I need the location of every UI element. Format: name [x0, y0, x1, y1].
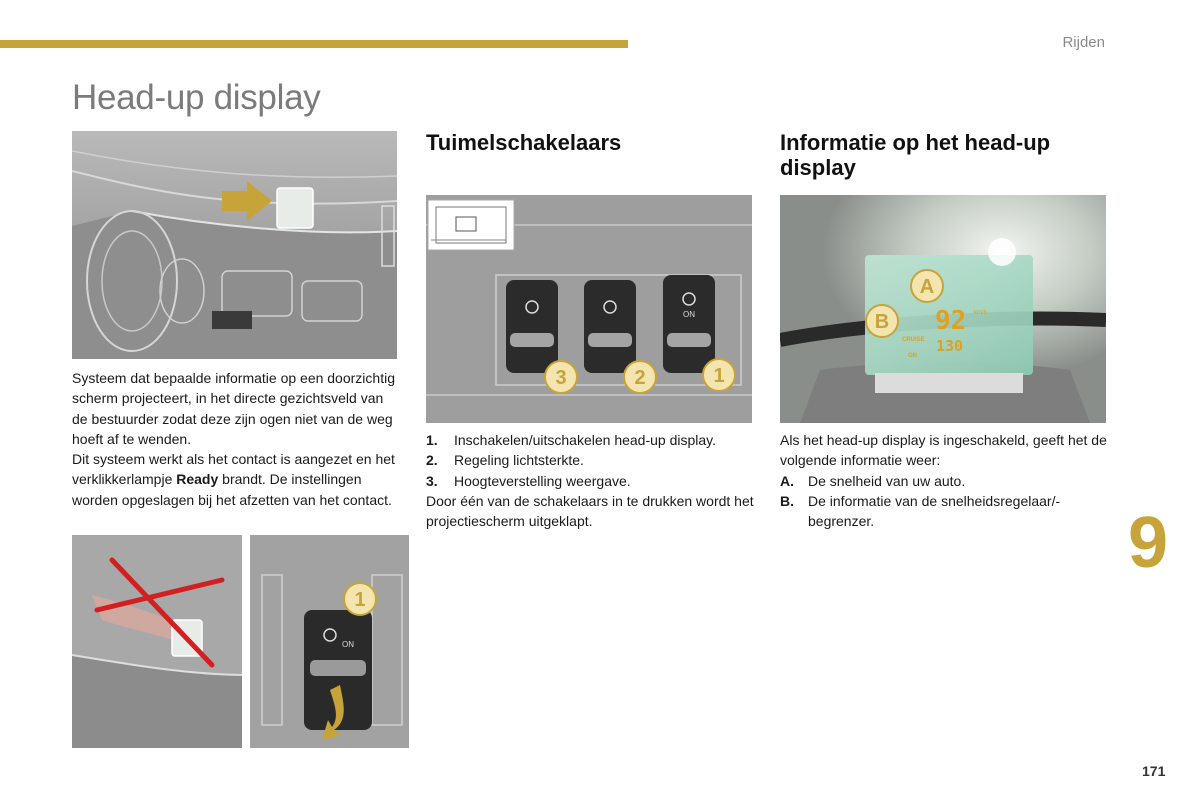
hud-label-a: A	[919, 276, 935, 298]
list-item	[426, 430, 756, 450]
switches-list	[426, 430, 756, 491]
callout-1: 1	[713, 365, 725, 387]
list-item-number: 3.	[426, 472, 438, 489]
intro-paragraph-2-post: brandt. De instellingen worden opgeslagen bij het afzetten van het contact.	[72, 471, 392, 508]
hud-illustration	[780, 195, 1106, 423]
list-item-text: Hoogteverstelling weergave.	[454, 472, 631, 489]
list-item	[426, 450, 756, 470]
ready-label: Ready	[176, 471, 219, 488]
switches-note: Door één van de schakelaars in te drukken wordt het projectiescherm uitgeklapt.	[426, 492, 754, 530]
section-name: Rijden	[1062, 34, 1105, 51]
list-item-text: De snelheid van uw auto.	[808, 472, 966, 489]
callout-3: 3	[555, 367, 567, 389]
dashboard-illustration	[72, 131, 397, 359]
hud-speed-unit: km/h	[974, 310, 988, 316]
hud-cruise-label: CRUISE	[902, 337, 925, 343]
hud-info-text	[780, 430, 1115, 531]
fold-illustration	[72, 535, 409, 748]
switch-1-on-label: ON	[683, 310, 695, 319]
switch-3	[506, 280, 558, 373]
intro-paragraph-1: Systeem dat bepaalde informatie op een doorzichtig scherm projecteert, in het directe gezichtsveld van de bestuurder zodat deze zijn ogen niet van de weg hoeft af te wenden.	[72, 370, 395, 447]
switch-2	[584, 280, 636, 373]
list-item-number: B.	[780, 492, 794, 509]
intro-paragraph-2-pre: Dit systeem werkt als het contact is aangezet en het verklikkerlampje	[72, 451, 395, 488]
intro-paragraph-2	[72, 449, 402, 510]
fig2-callout-1: 1	[354, 589, 366, 611]
list-item-number: A.	[780, 472, 794, 489]
list-item	[780, 491, 1115, 532]
list-item-text: Inschakelen/uitschakelen head-up display.	[454, 432, 717, 448]
hud-info-intro: Als het head-up display is ingeschakeld, geeft het de volgende informatie weer:	[780, 432, 1107, 469]
callout-2: 2	[634, 367, 646, 389]
switch-on-label: ON	[342, 640, 354, 649]
list-item	[426, 471, 756, 491]
switches-illustration	[426, 195, 752, 423]
hud-cruise-speed: 130	[936, 337, 964, 355]
header-gold-bar	[0, 40, 628, 48]
hud-info-heading: Informatie op het head-up display	[780, 130, 1051, 180]
list-item	[780, 471, 1115, 491]
hud-label-b: B	[874, 311, 890, 333]
switches-heading: Tuimelschakelaars	[426, 130, 622, 155]
intro-text	[72, 368, 402, 510]
list-item-number: 1.	[426, 432, 438, 448]
chapter-number: 9	[1128, 503, 1169, 583]
switch-1	[663, 275, 715, 373]
hud-info-list	[780, 471, 1115, 532]
page-number: 171	[1142, 763, 1166, 779]
hud-cruise-state: ON	[908, 353, 917, 359]
list-item-number: 2.	[426, 452, 438, 469]
page-title: Head-up display	[72, 78, 321, 117]
hud-speed: 92	[935, 306, 967, 336]
list-item-text: Regeling lichtsterkte.	[454, 452, 584, 469]
list-item-text: De informatie van de snelheidsregelaar/-begrenzer.	[808, 492, 1061, 530]
switches-text	[426, 430, 756, 531]
